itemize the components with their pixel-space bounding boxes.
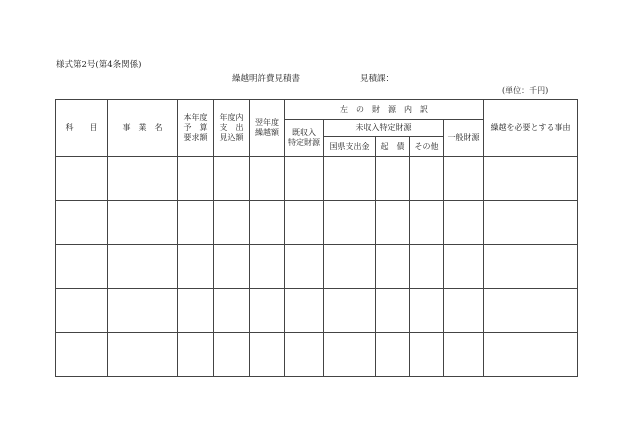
table-row xyxy=(56,333,578,377)
cell-expected-expenditure xyxy=(214,201,250,245)
header-expected-expenditure: 年度内 支 出 見込額 xyxy=(214,100,250,157)
cell-other xyxy=(410,333,444,377)
table-row xyxy=(56,289,578,333)
cell-project-name xyxy=(108,201,178,245)
header-project-name: 事 業 名 xyxy=(108,100,178,157)
cell-prefecture-disbursement xyxy=(324,245,376,289)
cell-carryover-amount xyxy=(250,333,285,377)
cell-carryover-amount xyxy=(250,245,285,289)
cell-carryover-amount xyxy=(250,157,285,201)
cell-received-special xyxy=(285,245,324,289)
cell-general-revenue xyxy=(444,245,484,289)
cell-project-name xyxy=(108,289,178,333)
cell-project-name xyxy=(108,333,178,377)
form-number-label: 様式第2号(第4条関係) xyxy=(56,60,142,70)
cell-other xyxy=(410,157,444,201)
header-budget-request: 本年度 予 算 要求額 xyxy=(178,100,214,157)
cell-general-revenue xyxy=(444,333,484,377)
cell-received-special xyxy=(285,289,324,333)
header-unreceived-special: 未収入特定財源 xyxy=(324,120,444,137)
cell-bonds xyxy=(376,289,410,333)
cell-subject xyxy=(56,245,108,289)
cell-other xyxy=(410,289,444,333)
cell-general-revenue xyxy=(444,201,484,245)
cell-carryover-reason xyxy=(484,157,578,201)
cell-prefecture-disbursement xyxy=(324,333,376,377)
cell-prefecture-disbursement xyxy=(324,289,376,333)
cell-bonds xyxy=(376,201,410,245)
cell-prefecture-disbursement xyxy=(324,201,376,245)
estimate-table xyxy=(55,99,578,377)
header-general-revenue: 一般財源 xyxy=(444,120,484,157)
cell-expected-expenditure xyxy=(214,245,250,289)
cell-subject xyxy=(56,157,108,201)
cell-subject xyxy=(56,289,108,333)
cell-expected-expenditure xyxy=(214,333,250,377)
table-row xyxy=(56,245,578,289)
cell-bonds xyxy=(376,333,410,377)
header-other: その他 xyxy=(410,137,444,157)
cell-expected-expenditure xyxy=(214,289,250,333)
table-row xyxy=(56,157,578,201)
cell-received-special xyxy=(285,333,324,377)
cell-budget-request xyxy=(178,333,214,377)
cell-prefecture-disbursement xyxy=(324,157,376,201)
cell-budget-request xyxy=(178,289,214,333)
estimating-section-label: 見積課： xyxy=(360,74,395,84)
header-prefecture-disbursement: 国県支出金 xyxy=(324,137,376,157)
cell-budget-request xyxy=(178,245,214,289)
cell-project-name xyxy=(108,157,178,201)
cell-general-revenue xyxy=(444,289,484,333)
cell-subject xyxy=(56,201,108,245)
cell-carryover-reason xyxy=(484,245,578,289)
cell-budget-request xyxy=(178,201,214,245)
cell-carryover-reason xyxy=(484,333,578,377)
document-title: 繰越明許費見積書 xyxy=(232,74,301,84)
cell-carryover-reason xyxy=(484,289,578,333)
cell-project-name xyxy=(108,245,178,289)
table-row xyxy=(56,201,578,245)
cell-carryover-amount xyxy=(250,289,285,333)
unit-note: (単位：千円) xyxy=(502,86,549,95)
cell-general-revenue xyxy=(444,157,484,201)
cell-expected-expenditure xyxy=(214,157,250,201)
cell-other xyxy=(410,201,444,245)
cell-carryover-amount xyxy=(250,201,285,245)
cell-carryover-reason xyxy=(484,201,578,245)
cell-bonds xyxy=(376,245,410,289)
cell-subject xyxy=(56,333,108,377)
header-bonds: 起 債 xyxy=(376,137,410,157)
cell-received-special xyxy=(285,201,324,245)
header-received-special: 既収入 特定財源 xyxy=(285,120,324,157)
header-carryover-reason: 繰越を必要とする事由 xyxy=(484,100,578,157)
cell-bonds xyxy=(376,157,410,201)
cell-other xyxy=(410,245,444,289)
header-subject: 科 目 xyxy=(56,100,108,157)
header-financing-breakdown: 左 の 財 源 内 訳 xyxy=(285,100,484,120)
header-carryover-amount: 翌年度 繰越額 xyxy=(250,100,285,157)
cell-budget-request xyxy=(178,157,214,201)
cell-received-special xyxy=(285,157,324,201)
